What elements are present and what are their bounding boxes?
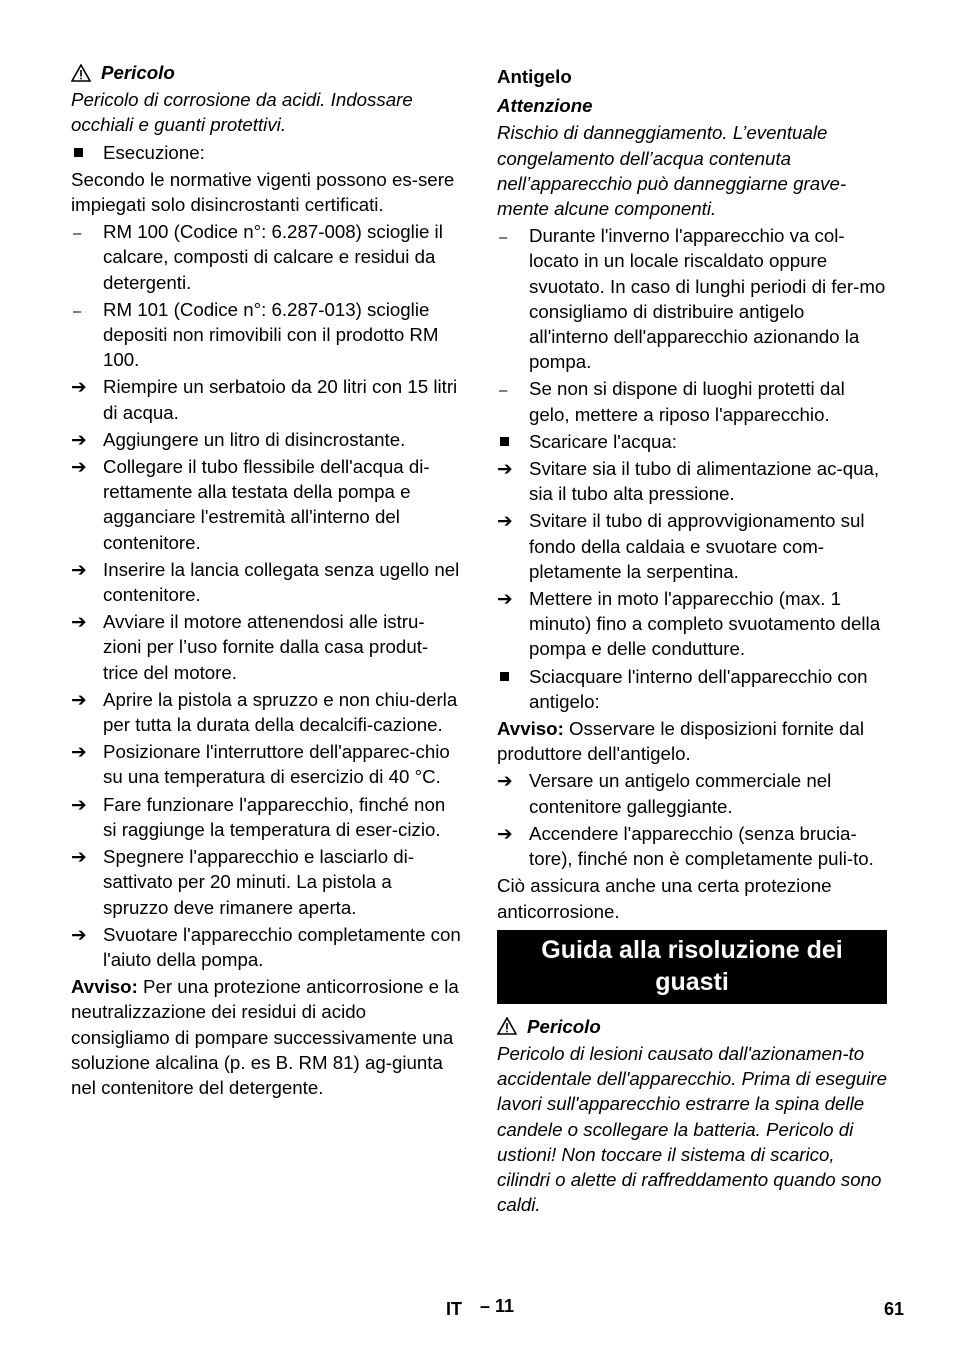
step-item: ➔ Posizionare l'interruttore dell'apparec-chio su una temperatura di esercizio di 40 °C. (71, 741, 450, 788)
warning-triangle-icon (71, 64, 91, 82)
arrow-right-icon: ➔ (497, 822, 513, 844)
step-item: ➔ Avviare il motore attenendosi alle istru-zioni per l’uso fornite dalla casa produt-trice del motore. (71, 611, 429, 683)
square-bullet-icon (500, 437, 509, 446)
arrow-right-icon: ➔ (71, 923, 87, 945)
step-item: ➔ Versare un antigelo commerciale nel contenitore galleggiante. (497, 770, 832, 817)
warning-triangle-icon (497, 1017, 517, 1035)
arrow-right-icon: ➔ (71, 376, 87, 398)
arrow-right-icon: ➔ (71, 793, 87, 815)
step-item: ➔ Inserire la lancia collegata senza ugello nel contenitore. (71, 558, 460, 606)
caution-title: Attenzione (497, 95, 593, 117)
arrow-right-icon: ➔ (497, 458, 513, 480)
note-text: Per una protezione anticorrosione e la neutralizzazione dei residui di acido consigliamo di pompare successivamente una soluzione alcalina (p. es B. RM 81) ag-giunta nel contenitore del detergente. (71, 976, 459, 1098)
step-item: ➔ Fare funzionare l'apparecchio, finché non si raggiunge la temperatura di eser-cizio. (71, 793, 446, 840)
arrow-right-icon: ➔ (71, 456, 87, 478)
note-label: Avviso: (497, 718, 564, 740)
footer-page-number: 61 (884, 1299, 905, 1319)
arrow-right-icon: ➔ (71, 428, 87, 450)
arrow-right-icon: ➔ (497, 588, 513, 610)
step-item: ➔ Svitare il tubo di approvvigionamento sul fondo della caldaia e svuotare com-pletamente la serpentina. (497, 510, 865, 582)
danger-heading (497, 1014, 887, 1039)
footer-section-page: – 11 (480, 1296, 515, 1316)
danger-title: Pericolo (101, 62, 175, 83)
dash-item: – RM 100 (Codice n°: 6.287-008) scioglie il calcare, composti di calcare e residui da detergenti. (73, 221, 443, 293)
step-item: ➔ Svuotare l'apparecchio completamente con l'aiuto della pompa. (71, 923, 461, 970)
step-item: ➔ Spegnere l'apparecchio e lasciarlo di-sattivato per 20 minuti. La pistola a spruzzo deve rimanere aperta. (71, 846, 415, 918)
arrow-right-icon: ➔ (71, 688, 87, 710)
bullet-item: Esecuzione: (71, 140, 461, 165)
right-column (497, 64, 887, 1219)
danger-text: Pericolo di corrosione da acidi. Indossare occhiali e guanti protettivi. (71, 89, 413, 136)
dash-bullet-icon: – (499, 229, 508, 247)
arrow-right-icon: ➔ (71, 846, 87, 868)
step-item: ➔ Svitare sia il tubo di alimentazione ac-qua, sia il tubo alta pressione. (497, 458, 880, 505)
closing-paragraph: Ciò assicura anche una certa protezione anticorrosione. (497, 875, 832, 922)
dash-item: – RM 101 (Codice n°: 6.287-013) scioglie depositi non rimovibili con il prodotto RM 100. (73, 298, 439, 371)
dash-bullet-icon: – (73, 225, 82, 243)
step-item: ➔ Mettere in moto l'apparecchio (max. 1 minuto) fino a completo svuotamento della pompa e delle condutture. (497, 588, 881, 660)
danger-title: Pericolo (527, 1015, 601, 1037)
danger-heading (71, 60, 461, 85)
square-bullet-icon (500, 672, 509, 681)
dash-item: – Se non si dispone di luoghi protetti dal gelo, mettere a riposo l'apparecchio. (499, 378, 845, 425)
dash-bullet-icon: – (499, 382, 508, 400)
left-column (71, 60, 461, 1102)
footer-language: IT (446, 1299, 462, 1319)
note-label: Avviso: (71, 976, 138, 998)
arrow-right-icon: ➔ (497, 510, 513, 532)
intro-paragraph: Secondo le normative vigenti possono es-sere impiegati solo disincrostanti certificati. (71, 168, 455, 216)
arrow-right-icon: ➔ (71, 741, 87, 763)
section-title: Antigelo (497, 66, 572, 87)
arrow-right-icon: ➔ (71, 558, 87, 580)
chapter-heading: Guida alla risoluzione dei guasti (497, 930, 887, 1004)
step-item: ➔ Aprire la pistola a spruzzo e non chiu-derla per tutta la durata della decalcifi-cazione. (71, 688, 458, 736)
bullet-item: Sciacquare l'interno dell'apparecchio con antigelo: (497, 664, 887, 714)
step-item: ➔ Riempire un serbatoio da 20 litri con 15 litri di acqua. (71, 376, 458, 423)
note-paragraph (71, 974, 461, 1100)
arrow-right-icon: ➔ (497, 770, 513, 792)
square-bullet-icon (74, 148, 83, 157)
step-item: ➔ Aggiungere un litro di disincrostante. (71, 427, 461, 452)
arrow-right-icon: ➔ (71, 611, 87, 633)
note-paragraph (497, 716, 887, 766)
danger-text: Pericolo di lesioni causato dall'azionamen-to accidentale dell'apparecchio. Prima di eseguire lavori sull'apparecchio estrarre la spina delle candele o scollegare la batteria. Pericolo di ustioni! Non toccare il sistema di scarico, cilindri o alette di raffreddamento quando sono caldi. (497, 1042, 888, 1216)
step-item: ➔ Collegare il tubo flessibile dell'acqua di-rettamente alla testata della pompa e agganciare l'estremità all'interno del contenitore. (71, 456, 430, 553)
note-text: Osservare le disposizioni fornite dal produttore dell'antigelo. (497, 718, 864, 765)
dash-bullet-icon: – (73, 302, 82, 320)
step-item: ➔ Accendere l'apparecchio (senza brucia-tore), finché non è completamente puli-to. (497, 822, 874, 870)
caution-text: Rischio di danneggiamento. L’eventuale congelamento dell’acqua contenuta nell’apparecchio può danneggiarne grave-mente alcune componenti. (497, 122, 847, 220)
bullet-item: Scaricare l'acqua: (497, 429, 887, 454)
dash-item: – Durante l'inverno l'apparecchio va col-locato in un locale riscaldato oppure svuotato. In caso di lunghi periodi di fer-mo consigliamo di distribuire antigelo all'interno dell'apparecchio azionando la pompa. (499, 225, 886, 373)
